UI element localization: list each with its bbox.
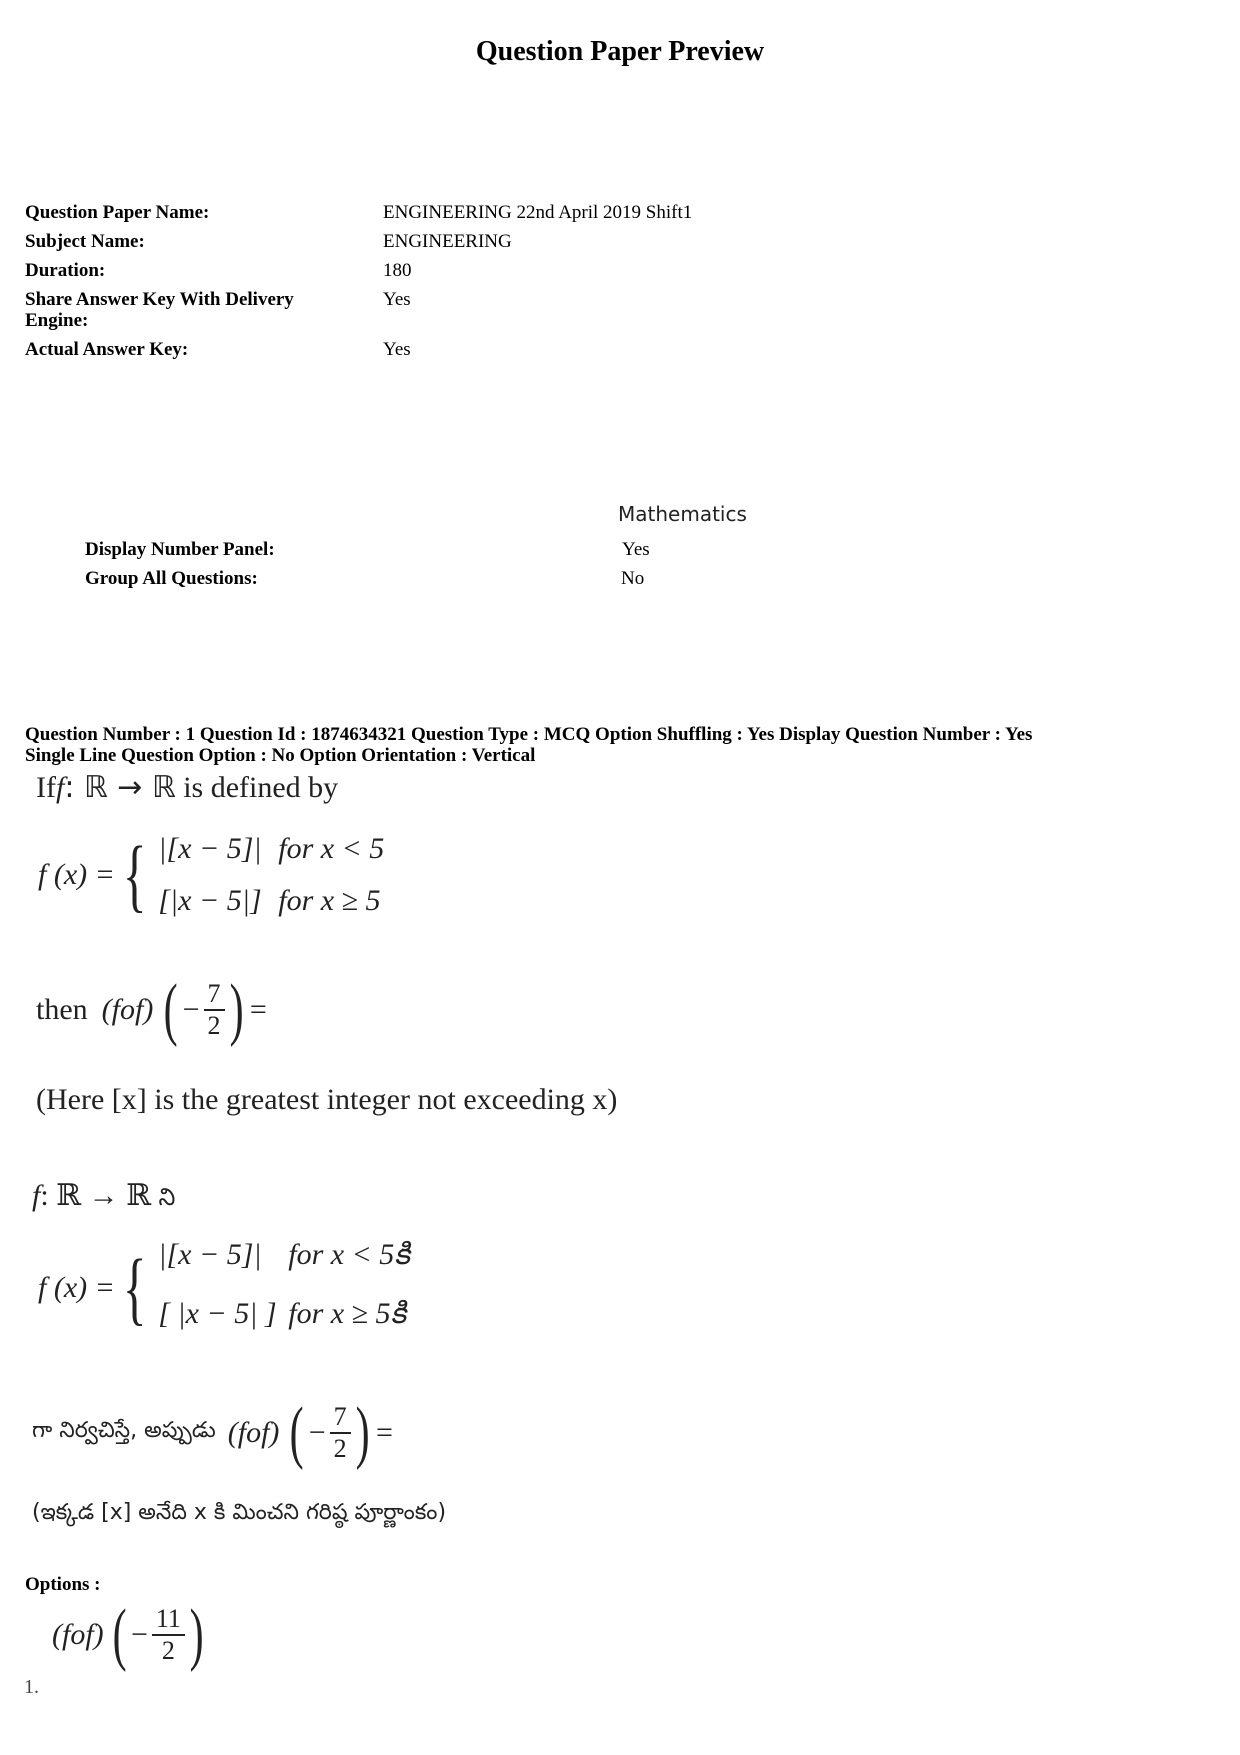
question-meta-line1: Question Number : 1 Question Id : 1874634321 Question Type : MCQ Option Shuffling : Yes Display Question Number : Yes bbox=[25, 724, 1033, 745]
question-meta bbox=[25, 724, 1225, 766]
then-expression-en: then (fof) ( − $\frac{7}{2}$ ) = bbox=[36, 971, 267, 1048]
fraction-te: $\frac{7}{2}$ bbox=[330, 1402, 351, 1464]
case1-cond-en: for x < 5 bbox=[278, 832, 385, 865]
option-1[interactable]: (fof) ( − $\frac{11}{2}$ ) bbox=[52, 1596, 204, 1673]
note-te: (ఇక్కడ [x] అనేది x కి మించని గరిష్ఠ పూర్ణాంకం) bbox=[32, 1500, 447, 1525]
section-name: Mathematics bbox=[618, 502, 747, 526]
actual-answer-key-label: Actual Answer Key: bbox=[25, 339, 189, 360]
then-expression-te: గా నిర్వచిస్తే, అప్పుడు (fof) ( − $\frac{7}{2}$ ) = bbox=[32, 1394, 393, 1471]
page-title: Question Paper Preview bbox=[475, 36, 765, 67]
options-heading: Options : bbox=[25, 1574, 101, 1595]
brace-en: { bbox=[122, 829, 147, 920]
subject-name-label: Subject Name: bbox=[25, 231, 145, 252]
question-intro-en: Iff: ℝ → ℝ is defined by bbox=[36, 770, 339, 805]
subject-name-value: ENGINEERING bbox=[383, 231, 512, 252]
option-1-fraction: $\frac{11}{2}$ bbox=[152, 1604, 185, 1666]
case2-expr-en: [|x − 5|] bbox=[158, 884, 262, 917]
share-answer-key-label: Share Answer Key With Delivery Engine: bbox=[25, 289, 294, 331]
display-number-panel-value: Yes bbox=[622, 539, 650, 560]
display-number-panel-label: Display Number Panel: bbox=[85, 539, 275, 560]
paper-name-label: Question Paper Name: bbox=[25, 202, 210, 223]
piecewise-function-en bbox=[38, 829, 418, 920]
group-all-questions-label: Group All Questions: bbox=[85, 568, 258, 589]
duration-value: 180 bbox=[383, 260, 412, 281]
group-all-questions-value: No bbox=[621, 568, 645, 589]
question-intro-te: f: ℝ → ℝ ని bbox=[32, 1179, 176, 1212]
duration-label: Duration: bbox=[25, 260, 106, 281]
share-answer-key-value: Yes bbox=[383, 289, 411, 310]
fx-label-te: f (x) = bbox=[38, 1271, 115, 1304]
case1-expr-en: |[x − 5]| bbox=[158, 832, 262, 865]
question-meta-line2: Single Line Question Option : No Option Orientation : Vertical bbox=[25, 745, 536, 766]
note-en: (Here [x] is the greatest integer not exceeding x) bbox=[36, 1083, 618, 1116]
case2-cond-te: for x ≥ 5కి bbox=[288, 1297, 407, 1330]
case2-expr-te: [ |x − 5| ] bbox=[158, 1297, 277, 1330]
brace-te: { bbox=[122, 1242, 147, 1333]
case1-expr-te: |[x − 5]| bbox=[158, 1238, 262, 1271]
option-1-number: 1. bbox=[24, 1676, 39, 1698]
case2-cond-en: for x ≥ 5 bbox=[278, 884, 381, 917]
case1-cond-te: for x < 5కి bbox=[288, 1238, 410, 1271]
fraction-en: $\frac{7}{2}$ bbox=[204, 979, 225, 1041]
fx-label-en: f (x) = bbox=[38, 858, 115, 891]
actual-answer-key-value: Yes bbox=[383, 339, 411, 360]
piecewise-function-te bbox=[38, 1238, 448, 1338]
paper-name-value: ENGINEERING 22nd April 2019 Shift1 bbox=[383, 202, 693, 223]
